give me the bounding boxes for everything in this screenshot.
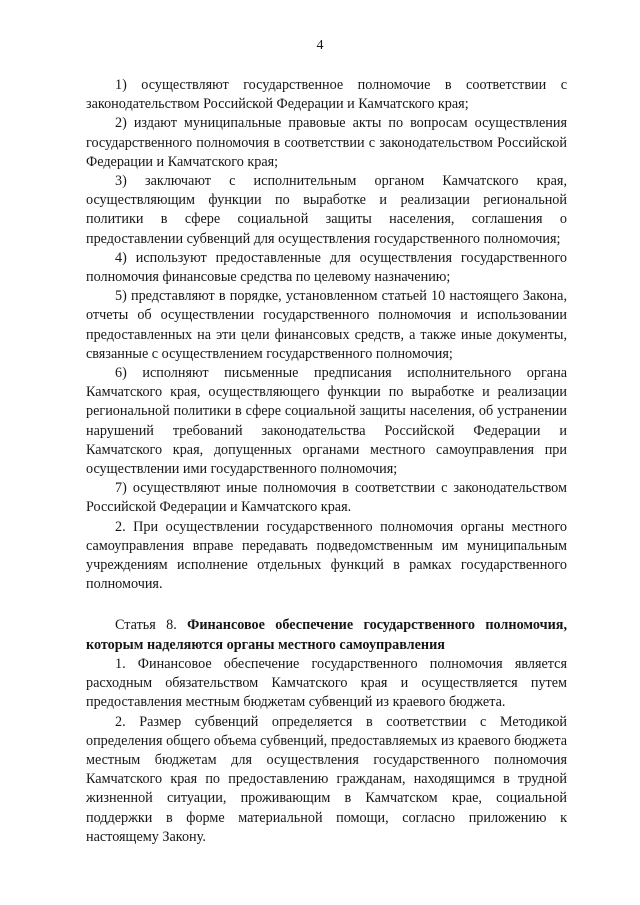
article-heading bbox=[86, 616, 567, 654]
article-label: Статья 8. bbox=[115, 617, 177, 634]
list-item: 7) осуществляют иные полномочия в соответствии с законодательством Российской Федерации и Камчатского края. bbox=[86, 480, 567, 516]
list-item: 5) представляют в порядке, установленном статьей 10 настоящего Закона, отчеты об осуществлении государственного полномочия и использовании предоставленных на эти цели финансовых средств, а также иные документы, связанные с осуществлением государственного полномочия; bbox=[86, 288, 567, 362]
list-item: 1) осуществляют государственное полномочие в соответствии с законодательством Российской Федерации и Камчатского края; bbox=[86, 77, 567, 113]
page-number: 4 bbox=[316, 38, 324, 53]
article-title: Финансовое обеспечение государственного полномочия, которым наделяются органы местного самоуправления bbox=[86, 617, 567, 653]
list-item: 3) заключают с исполнительным органом Камчатского края, осуществляющим функции по выработке и реализации региональной политики в сфере социальной защиты населения, соглашения о предоставлении субвенций для осуществления государственного полномочия; bbox=[86, 173, 567, 247]
list-item: 6) исполняют письменные предписания исполнительного органа Камчатского края, осуществляющего функции по выработке и реализации региональной политики в сфере социальной защиты населения, об устранении нарушений требований законодательства Российской Федерации и Камчатского края, допущенных органами местного самоуправления при осуществлении ими государственного полномочия; bbox=[86, 365, 567, 478]
list-item: 4) используют предоставленные для осуществления государственного полномочия финансовые средства по целевому назначению; bbox=[86, 249, 567, 286]
paragraph: 1. Финансовое обеспечение государственного полномочия является расходным обязательством Камчатского края и осуществляется путем предоставления местным бюджетам субвенций из краевого бюджета. bbox=[86, 655, 567, 711]
paragraph: 2. При осуществлении государственного полномочия органы местного самоуправления вправе передавать подведомственным им муниципальным учреждениям исполнение отдельных функций в рамках государственного полномочия. bbox=[86, 518, 567, 593]
paragraph: 2. Размер субвенций определяется в соответствии с Методикой определения общего объема субвенций, предоставляемых из краевого бюджета местным бюджетам для осуществления государственного полномочия Камчатского края по предоставлению гражданам, находящимся в трудной жизненной ситуации, проживающим в Камчатском крае, социальной поддержки в форме материальной помощи, согласно приложению к настоящему Закону. bbox=[86, 713, 567, 845]
list-item: 2) издают муниципальные правовые акты по вопросам осуществления государственного полномочия в соответствии с законодательством Российской Федерации и Камчатского края; bbox=[86, 115, 567, 170]
document-body bbox=[86, 76, 567, 847]
